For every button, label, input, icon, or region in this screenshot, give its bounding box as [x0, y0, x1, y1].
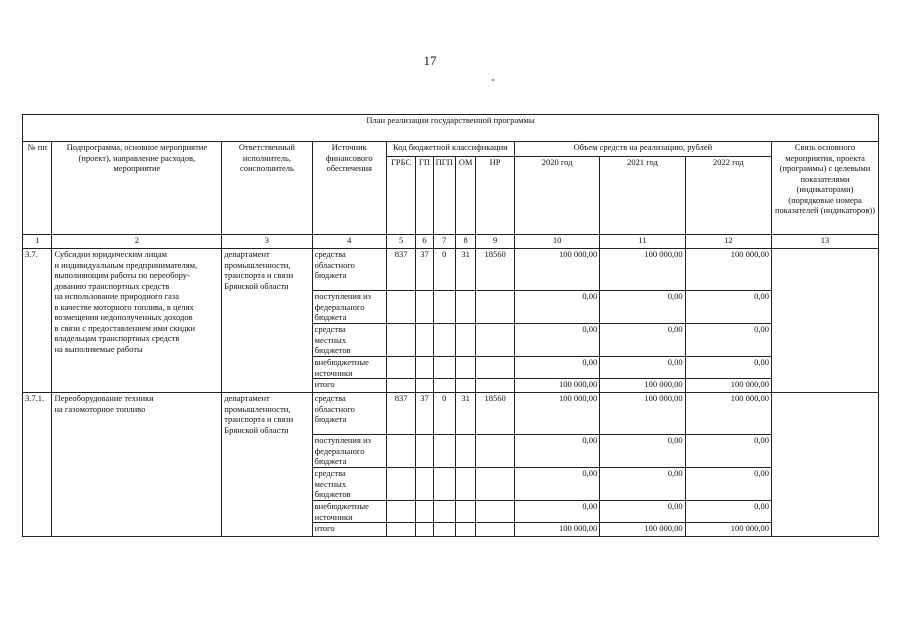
gp-cell: 37: [416, 393, 433, 435]
pgp-cell: [433, 324, 455, 357]
scan-speck: [492, 79, 494, 81]
nr-cell: [476, 468, 515, 501]
amount-2021: 0,00: [600, 357, 685, 379]
om-cell: [455, 357, 475, 379]
pgp-cell: [433, 357, 455, 379]
column-number: 9: [476, 235, 515, 249]
nr-cell: 18560: [476, 393, 515, 435]
om-cell: 31: [455, 249, 475, 291]
column-number: 6: [416, 235, 433, 249]
gp-cell: [416, 523, 433, 537]
column-number: 1: [23, 235, 52, 249]
nr-cell: [476, 523, 515, 537]
amount-2021: 100 000,00: [600, 393, 685, 435]
table-title-row: [23, 115, 879, 142]
header-2022: 2022 год: [685, 157, 771, 235]
grbs-cell: 837: [386, 393, 415, 435]
header-subprogram: Подпрограмма, основное мероприятие (проект), направление расходов, мероприятие: [52, 142, 222, 235]
grbs-cell: [386, 435, 415, 468]
pgp-cell: 0: [433, 249, 455, 291]
grbs-cell: [386, 357, 415, 379]
grbs-cell: [386, 523, 415, 537]
pgp-cell: 0: [433, 393, 455, 435]
header-num: № пп: [23, 142, 52, 235]
om-cell: [455, 324, 475, 357]
grbs-cell: [386, 501, 415, 523]
source-cell: итого: [312, 379, 386, 393]
source-cell: средства областного бюджета: [312, 249, 386, 291]
om-cell: [455, 379, 475, 393]
amount-2020: 0,00: [514, 291, 599, 324]
amount-2022: 100 000,00: [685, 523, 771, 537]
gp-cell: [416, 357, 433, 379]
nr-cell: [476, 357, 515, 379]
item-name: Переоборудование техники на газомоторное топливо: [52, 393, 222, 537]
column-number: 8: [455, 235, 475, 249]
amount-2022: 0,00: [685, 324, 771, 357]
column-number: 2: [52, 235, 222, 249]
amount-2021: 100 000,00: [600, 523, 685, 537]
header-grbs: ГРБС: [386, 157, 415, 235]
item-number: 3.7.1.: [23, 393, 52, 537]
pgp-cell: [433, 523, 455, 537]
amount-2021: 100 000,00: [600, 379, 685, 393]
amount-2021: 0,00: [600, 501, 685, 523]
table-row: [23, 249, 879, 291]
header-link: Связь основного мероприятия, проекта (программы) с целевыми показателями (индикаторами) (порядковые номера показателей (индикаторов)): [772, 142, 879, 235]
item-executor: департамент промышленности, транспорта и связи Брянской области: [222, 393, 312, 537]
table-row: [23, 393, 879, 435]
gp-cell: [416, 435, 433, 468]
amount-2020: 100 000,00: [514, 379, 599, 393]
amount-2020: 100 000,00: [514, 523, 599, 537]
column-number: 11: [600, 235, 685, 249]
om-cell: [455, 435, 475, 468]
amount-2021: 0,00: [600, 468, 685, 501]
nr-cell: [476, 435, 515, 468]
om-cell: [455, 468, 475, 501]
gp-cell: [416, 324, 433, 357]
amount-2022: 0,00: [685, 357, 771, 379]
amount-2020: 0,00: [514, 324, 599, 357]
pgp-cell: [433, 379, 455, 393]
grbs-cell: [386, 291, 415, 324]
amount-2020: 100 000,00: [514, 249, 599, 291]
gp-cell: 37: [416, 249, 433, 291]
column-number: 5: [386, 235, 415, 249]
pgp-cell: [433, 435, 455, 468]
amount-2022: 100 000,00: [685, 393, 771, 435]
grbs-cell: [386, 379, 415, 393]
amount-2022: 100 000,00: [685, 379, 771, 393]
amount-2020: 0,00: [514, 435, 599, 468]
amount-2020: 0,00: [514, 357, 599, 379]
column-number: 3: [222, 235, 312, 249]
source-cell: поступления из федерального бюджета: [312, 291, 386, 324]
source-cell: внебюджетные источники: [312, 357, 386, 379]
nr-cell: [476, 501, 515, 523]
item-name: Субсидии юридическим лицам и индивидуальным предпринимателям, выполняющим работы по переобору- дованию транспортных средств на использование природного газа в качестве моторного топлива, в целях возмещения недополученных доходов в связи с предоставлением ими скидки владельцам транспортных средств на выполняемые работы: [52, 249, 222, 393]
nr-cell: 18560: [476, 249, 515, 291]
column-number: 7: [433, 235, 455, 249]
header-row: [23, 142, 879, 157]
amount-2020: 100 000,00: [514, 393, 599, 435]
source-cell: внебюджетные источники: [312, 501, 386, 523]
header-om: ОМ: [455, 157, 475, 235]
om-cell: 31: [455, 393, 475, 435]
pgp-cell: [433, 291, 455, 324]
source-cell: средства местных бюджетов: [312, 324, 386, 357]
column-number: 10: [514, 235, 599, 249]
item-executor: департамент промышленности, транспорта и связи Брянской области: [222, 249, 312, 393]
gp-cell: [416, 501, 433, 523]
nr-cell: [476, 379, 515, 393]
source-cell: поступления из федерального бюджета: [312, 435, 386, 468]
om-cell: [455, 291, 475, 324]
amount-2022: 0,00: [685, 435, 771, 468]
page-number: 17: [423, 53, 437, 68]
header-pgp: ПГП: [433, 157, 455, 235]
column-number: 13: [772, 235, 879, 249]
table-title: План реализации государственной программы: [23, 115, 879, 142]
grbs-cell: [386, 468, 415, 501]
nr-cell: [476, 291, 515, 324]
source-cell: средства местных бюджетов: [312, 468, 386, 501]
header-2020: 2020 год: [514, 157, 599, 235]
om-cell: [455, 523, 475, 537]
gp-cell: [416, 291, 433, 324]
amount-2022: 0,00: [685, 501, 771, 523]
amount-2021: 0,00: [600, 435, 685, 468]
amount-2022: 0,00: [685, 468, 771, 501]
header-nr: НР: [476, 157, 515, 235]
amount-2021: 0,00: [600, 291, 685, 324]
source-cell: итого: [312, 523, 386, 537]
amount-2020: 0,00: [514, 468, 599, 501]
pgp-cell: [433, 468, 455, 501]
grbs-cell: [386, 324, 415, 357]
source-cell: средства областного бюджета: [312, 393, 386, 435]
grbs-cell: 837: [386, 249, 415, 291]
column-number: 4: [312, 235, 386, 249]
header-source: Источник финансового обеспечения: [312, 142, 386, 235]
header-2021: 2021 год: [600, 157, 685, 235]
indicator-link-cell: [772, 393, 879, 537]
header-funds: Объем средств на реализацию, рублей: [514, 142, 771, 157]
gp-cell: [416, 468, 433, 501]
header-gp: ГП: [416, 157, 433, 235]
amount-2021: 100 000,00: [600, 249, 685, 291]
column-number: 12: [685, 235, 771, 249]
header-executor: Ответственный исполнитель, соисполнитель: [222, 142, 312, 235]
indicator-link-cell: [772, 249, 879, 393]
amount-2022: 0,00: [685, 291, 771, 324]
amount-2022: 100 000,00: [685, 249, 771, 291]
nr-cell: [476, 324, 515, 357]
column-number-row: [23, 235, 879, 249]
amount-2020: 0,00: [514, 501, 599, 523]
header-budget-code: Код бюджетной классификации: [386, 142, 514, 157]
om-cell: [455, 501, 475, 523]
pgp-cell: [433, 501, 455, 523]
program-plan-table: [22, 114, 879, 537]
gp-cell: [416, 379, 433, 393]
item-number: 3.7.: [23, 249, 52, 393]
amount-2021: 0,00: [600, 324, 685, 357]
